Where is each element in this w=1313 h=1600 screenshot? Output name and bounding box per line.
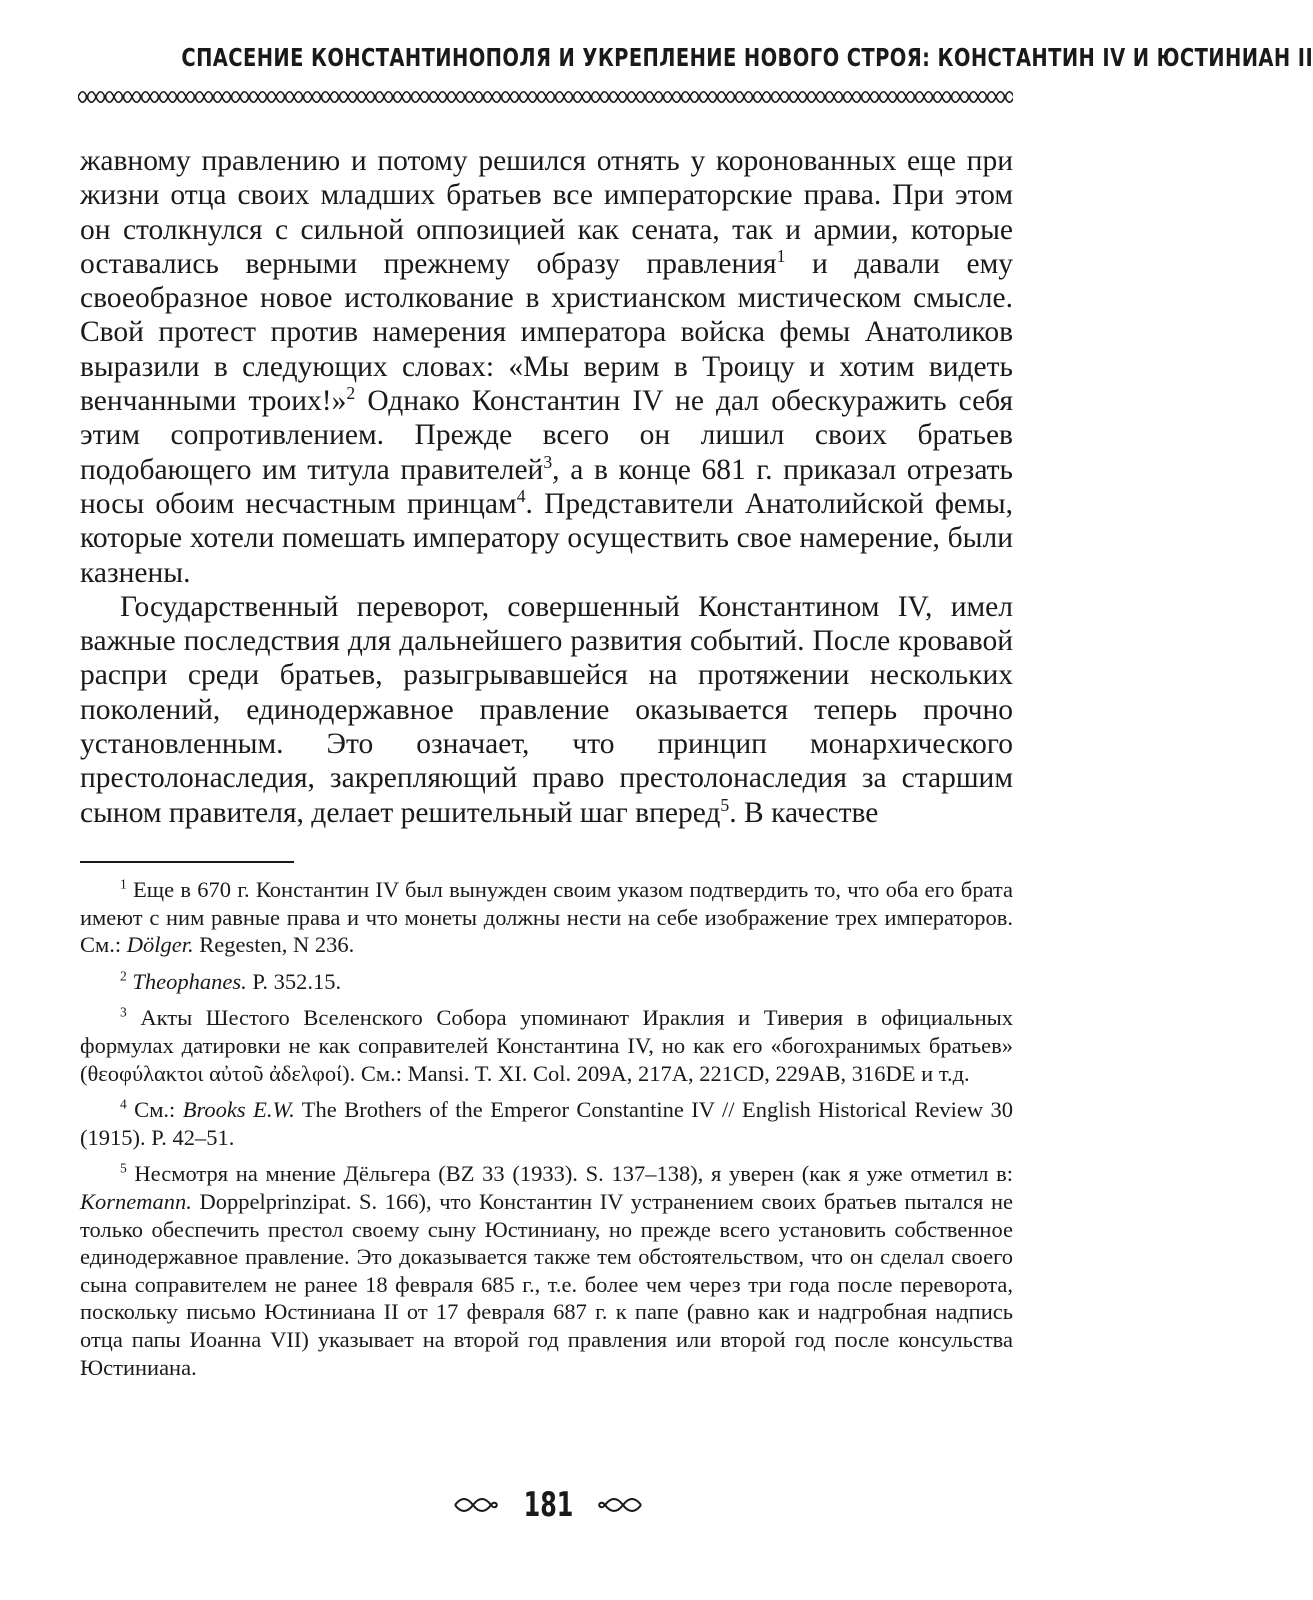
- text-run: Государственный переворот, совершенный Константином IV, имел важные последствия для дальнейшего развития событий. После кровавой распри среди братьев, разыгрывавшейся на протяжении нескольких поколений, единодержавное правление оказывается теперь прочно установленным. Это означает, что принцип монархического престолонаследия, закрепляющий право престолонаследия за старшим сыном правителя, делает решительный шаг вперед: [80, 590, 1013, 829]
- footnote-mark: 4: [120, 1096, 127, 1112]
- text-run: , а в конце 681 г. приказал отрезать носы обоим несчастным принцам: [80, 453, 1013, 520]
- footnote-text: Еще в 670 г. Константин IV был вынужден своим указом подтвердить то, что оба его брата имеют с ним равные права и что монеты должны нести на себе изображение трех императоров. См.:: [80, 877, 1013, 958]
- footnote-author: Dölger.: [126, 932, 194, 958]
- page-footer: [0, 1480, 1096, 1530]
- footnote-ref-4: 4: [516, 486, 526, 507]
- footnote-mark: 3: [120, 1004, 127, 1020]
- text-run: . В качестве: [729, 796, 879, 829]
- footnote-text: The Brothers of the Emperor Constantine IV // English Historical Review 30 (1915). P. 42–51.: [80, 1097, 1013, 1150]
- footnote-mark: 1: [120, 876, 127, 892]
- paragraph-2: [80, 590, 1013, 830]
- text-run: Однако Константин IV не дал обескуражить себя этим сопротивлением. Прежде всего он лишил своих братьев подобающего им титула правителей: [80, 385, 1014, 486]
- text-run: . Представители Анатолийской фемы, которые хотели помешать императору осуществить свое намерение, были казнены.: [80, 487, 1013, 589]
- footnote-4: [80, 1096, 1013, 1151]
- footnote-ref-5: 5: [720, 794, 730, 815]
- footnote-ref-3: 3: [543, 451, 553, 472]
- header-ornament-band: [78, 88, 1013, 106]
- footnote-mark: 2: [120, 968, 127, 984]
- footnote-separator: [80, 861, 294, 863]
- main-text: [80, 144, 1013, 830]
- footnote-2: [80, 968, 1013, 996]
- text-run: и давали ему своеобразное новое истолкование в христианском мистическом смысле. Свой протест против намерения императора войска фемы Анатоликов выразили в следующих словах: «Мы верим в Троицу и хотим видеть венчанными троих!»: [80, 247, 1013, 418]
- flourish-ornament-icon: [453, 1496, 499, 1514]
- paragraph-1: [80, 144, 1013, 590]
- footnote-text: Акты Шестого Вселенского Собора упоминают Ираклия и Тиверия в официальных формулах датировки не как соправителей Константина IV, но как его «богохранимых братьев» (θεοφύλακτοι αὐτοῦ ἀδελφοί). См.: Mansi. T. XI. Col. 209A, 217A, 221CD, 229AB, 316DE и т.д.: [80, 1005, 1013, 1086]
- footnotes: [80, 876, 1013, 1390]
- footnote-mark: 5: [120, 1160, 127, 1176]
- footnote-author: Brooks E.W.: [182, 1097, 295, 1123]
- footnote-ref-2: 2: [346, 383, 356, 404]
- footnote-text: См.:: [126, 1097, 183, 1123]
- text-run: жавному правлению и потому решился отнять у коронованных еще при жизни отца своих младших братьев все императорские права. При этом он столкнулся с сильной оппозицией как сената, так и армии, которые оставались верными прежнему образу правления: [80, 145, 1013, 280]
- footnote-5: [80, 1160, 1013, 1381]
- footnote-text: Doppelprinzipat. S. 166), что Константин IV устранением своих братьев пытался не только обеспечить престол своему сыну Юстиниану, но прежде всего установить собственное единодержавное правление. Это доказывается также тем обстоятельством, что он сделал своего сына соправителем не ранее 18 февраля 685 г., т.е. более чем через три года после переворота, поскольку письмо Юстиниана II от 17 февраля 687 г. к папе (равно как и надгробная надпись отца папы Иоанна VII) указывает на второй год правления или второй год после консульства Юстиниана.: [80, 1188, 1013, 1380]
- footnote-text: Regesten, N 236.: [193, 932, 355, 958]
- footnote-text: Несмотря на мнение Дёльгера (BZ 33 (1933). S. 137–138), я уверен (как я уже отметил в:: [126, 1161, 1013, 1187]
- footnote-author: Kornemann.: [80, 1188, 192, 1214]
- footnote-author: Theophanes.: [132, 968, 247, 994]
- running-header: [181, 38, 1313, 78]
- footnote-ref-1: 1: [776, 246, 786, 267]
- footnote-text: P. 352.15.: [246, 968, 342, 994]
- footnote-3: [80, 1004, 1013, 1087]
- footnote-1: [80, 876, 1013, 959]
- page-number: 181: [523, 1485, 573, 1525]
- flourish-ornament-icon: [597, 1496, 643, 1514]
- running-title: СПАСЕНИЕ КОНСТАНТИНОПОЛЯ И УКРЕПЛЕНИЕ НОВОГО СТРОЯ: КОНСТАНТИН IV И ЮСТИНИАН II: [181, 43, 1313, 72]
